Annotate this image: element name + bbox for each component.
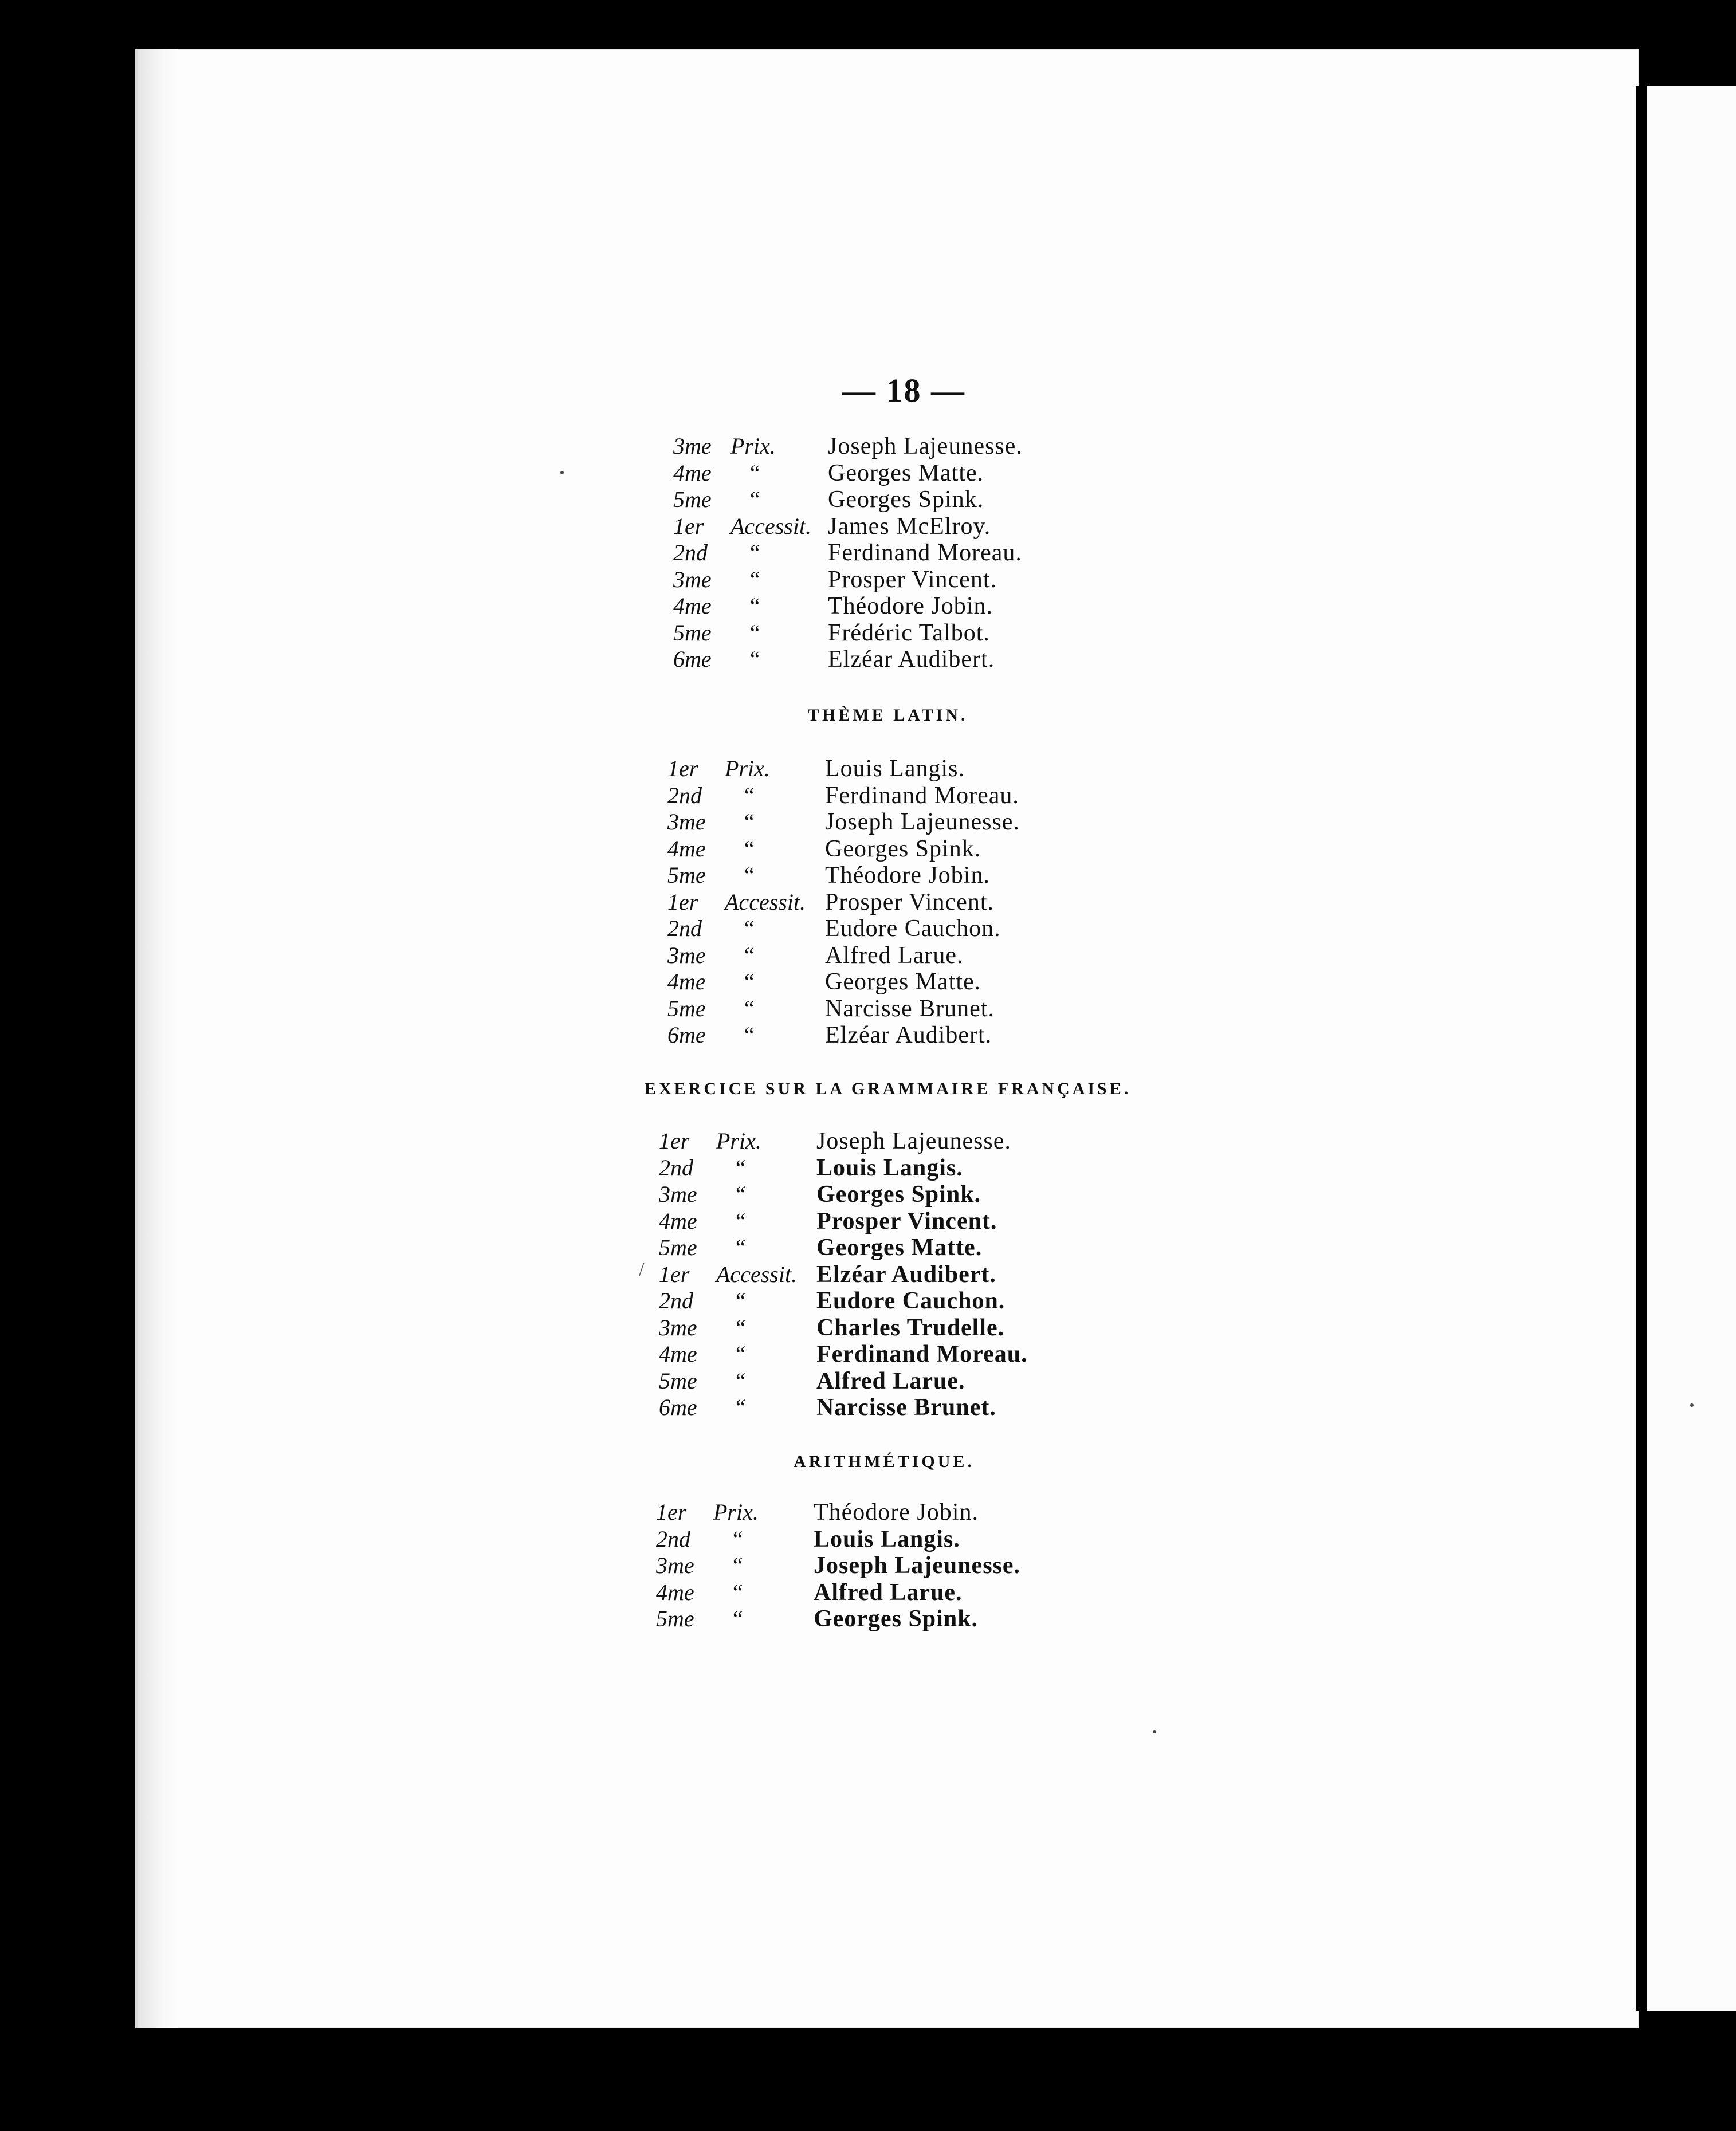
rank-ordinal: 5me [673,486,712,512]
rank-ordinal: 2nd [667,782,702,808]
prize-rank [659,1394,746,1421]
prize-entry [659,1181,1060,1208]
prize-entry [667,968,1069,995]
prize-rank [667,968,755,995]
rank-kind: Prix. [730,433,776,459]
scan-speck [560,471,564,474]
rank-kind: “ [748,593,761,619]
rank-kind: “ [748,540,761,565]
student-name: Alfred Larue. [816,1367,965,1394]
rank-kind: “ [748,566,761,592]
rank-ordinal: 1er [656,1499,687,1525]
prize-rank [659,1340,746,1367]
rank-kind: Accessit. [730,513,812,539]
rank-kind: “ [748,486,761,512]
student-name: Narcisse Brunet. [825,995,995,1022]
student-name: James McElroy. [828,513,991,540]
prize-entry [659,1154,1060,1181]
student-name: Joseph Lajeunesse. [814,1552,1021,1579]
student-name: Joseph Lajeunesse. [828,433,1023,459]
prize-entry [659,1127,1060,1154]
section-heading-grammaire: EXERCICE SUR LA GRAMMAIRE FRANÇAISE. [645,1079,1132,1098]
prize-rank [667,1021,755,1048]
rank-kind: “ [733,1208,747,1234]
rank-kind: “ [730,1552,744,1578]
prize-entry [659,1314,1060,1341]
prize-rank [659,1367,746,1394]
student-name: Frédéric Talbot. [828,619,990,646]
prize-rank [656,1499,759,1525]
rank-kind: Accessit. [725,888,806,915]
prize-rank [659,1234,746,1261]
rank-ordinal: 5me [673,619,712,646]
prize-rank [656,1605,743,1632]
rank-ordinal: 3me [659,1314,697,1340]
prize-list [659,1127,1060,1421]
rank-kind: “ [733,1234,747,1260]
rank-ordinal: 6me [673,646,712,672]
rank-ordinal: 2nd [656,1525,690,1552]
prize-rank [667,808,755,835]
prize-list [673,433,1074,673]
student-name: Narcisse Brunet. [816,1394,996,1421]
rank-ordinal: 2nd [659,1154,693,1181]
rank-ordinal: 4me [656,1579,694,1605]
page-binding-edge [138,49,178,2028]
prize-rank [673,486,760,513]
page-gutter [1636,86,1647,2011]
scan-speck [1153,1730,1156,1733]
prize-rank [659,1127,761,1154]
rank-ordinal: 3me [667,809,706,835]
prize-entry [656,1499,1057,1525]
rank-ordinal: 3me [673,566,712,592]
prize-rank [673,646,760,673]
student-name: Charles Trudelle. [816,1314,1005,1341]
student-name: Eudore Cauchon. [816,1288,1006,1314]
scan-mark: / [639,1259,645,1280]
rank-kind: Prix. [725,756,770,781]
rank-kind: “ [742,862,755,888]
prize-entry [673,539,1074,566]
prize-entry [659,1394,1060,1421]
student-name: Ferdinand Moreau. [828,540,1022,566]
rank-ordinal: 4me [659,1341,697,1367]
rank-ordinal: 2nd [659,1288,693,1314]
rank-ordinal: 1er [667,888,698,915]
section-heading-arithmetique: ARITHMÉTIQUE. [794,1452,975,1471]
student-name: Alfred Larue. [814,1579,963,1606]
prize-entry [656,1552,1057,1579]
prize-entry [667,995,1069,1022]
student-name: Georges Matte. [825,969,981,995]
rank-kind: “ [730,1579,744,1605]
rank-ordinal: 1er [659,1261,690,1287]
rank-ordinal: 5me [656,1606,694,1631]
rank-ordinal: 5me [667,862,706,888]
rank-ordinal: 1er [659,1128,690,1154]
prize-entry [656,1525,1057,1552]
rank-ordinal: 6me [659,1394,697,1420]
rank-ordinal: 4me [659,1208,697,1234]
prize-entry [667,755,1069,782]
student-name: Prosper Vincent. [825,888,994,915]
rank-ordinal: 4me [673,459,712,486]
rank-ordinal: 5me [659,1367,697,1394]
rank-ordinal: 4me [667,969,706,994]
rank-ordinal: 1er [667,756,698,781]
student-name: Elzéar Audibert. [828,646,995,673]
rank-kind: Prix. [713,1499,759,1525]
prize-rank [667,862,755,888]
prize-entry [659,1367,1060,1394]
prize-rank [673,539,760,566]
rank-kind: “ [742,1022,755,1048]
prize-entry [673,619,1074,646]
rank-ordinal: 3me [667,942,706,968]
rank-ordinal: 4me [673,593,712,619]
student-name: Prosper Vincent. [816,1208,997,1234]
prize-rank [667,888,806,915]
prize-entry [659,1261,1060,1288]
rank-kind: “ [742,942,755,968]
student-name: Georges Spink. [814,1606,979,1632]
prize-entry [673,433,1074,459]
rank-ordinal: 5me [659,1234,697,1260]
student-name: Joseph Lajeunesse. [825,809,1020,835]
rank-kind: “ [730,1525,744,1552]
prize-entry [667,942,1069,969]
student-name: Ferdinand Moreau. [816,1341,1028,1367]
student-name: Théodore Jobin. [825,862,990,888]
adjacent-page-edge [1647,86,1736,2011]
prize-entry [656,1605,1057,1632]
student-name: Eudore Cauchon. [825,915,1001,942]
prize-rank [667,915,755,942]
prize-entry [673,513,1074,540]
student-name: Louis Langis. [825,756,965,782]
prize-entry [659,1208,1060,1234]
rank-ordinal: 3me [673,433,712,459]
prize-rank [659,1208,746,1234]
prize-entry [667,888,1069,915]
student-name: Prosper Vincent. [828,566,997,593]
student-name: Georges Spink. [828,486,984,513]
rank-kind: “ [748,619,761,646]
prize-section-arithmetique [656,1499,1057,1632]
student-name: Joseph Lajeunesse. [816,1128,1011,1154]
prize-list [667,755,1069,1048]
prize-rank [667,942,755,969]
rank-kind: “ [742,915,755,941]
prize-entry [667,915,1069,942]
prize-rank [673,619,760,646]
student-name: Georges Matte. [816,1234,983,1261]
rank-ordinal: 6me [667,1022,706,1048]
prize-entry [667,835,1069,862]
student-name: Georges Matte. [828,459,984,486]
rank-ordinal: 3me [659,1181,697,1207]
rank-kind: Accessit. [716,1261,798,1287]
student-name: Elzéar Audibert. [816,1261,996,1288]
prize-rank [659,1314,746,1341]
prize-entry [667,862,1069,888]
prize-rank [673,566,760,593]
rank-kind: “ [730,1606,744,1631]
rank-ordinal: 3me [656,1552,694,1578]
prize-section-grammaire [659,1127,1060,1421]
student-name: Théodore Jobin. [828,593,993,619]
prize-entry [673,486,1074,513]
prize-rank [659,1154,746,1181]
student-name: Alfred Larue. [825,942,964,969]
rank-kind: “ [733,1314,747,1340]
prize-rank [673,513,811,540]
prize-rank [667,835,755,862]
prize-rank [659,1181,746,1208]
rank-kind: “ [733,1394,747,1420]
prize-rank [667,755,770,782]
prize-entry [673,566,1074,593]
rank-ordinal: 2nd [673,540,708,565]
prize-rank [659,1287,746,1314]
student-name: Louis Langis. [814,1525,960,1552]
prize-section-continued [673,433,1074,673]
prize-rank [667,995,755,1022]
rank-kind: “ [742,835,755,862]
prize-entry [659,1340,1060,1367]
rank-kind: “ [742,969,755,994]
prize-entry [659,1234,1060,1261]
student-name: Théodore Jobin. [814,1499,979,1525]
prize-rank [673,592,760,619]
rank-kind: “ [742,782,755,808]
rank-ordinal: 5me [667,995,706,1021]
rank-kind: Prix. [716,1128,761,1154]
student-name: Ferdinand Moreau. [825,782,1019,809]
section-heading-theme-latin: THÈME LATIN. [808,706,968,725]
page-number: — 18 — [842,372,965,409]
prize-rank [656,1525,743,1552]
rank-ordinal: 1er [673,513,704,539]
prize-section-theme-latin [667,755,1069,1048]
prize-entry [667,782,1069,809]
prize-entry [656,1579,1057,1606]
prize-rank [656,1552,743,1579]
prize-rank [673,433,776,459]
rank-ordinal: 4me [667,835,706,862]
student-name: Georges Spink. [825,835,981,862]
rank-ordinal: 2nd [667,915,702,941]
rank-kind: “ [742,809,755,835]
rank-kind: “ [733,1181,747,1207]
prize-entry [673,459,1074,486]
rank-kind: “ [748,459,761,486]
rank-kind: “ [733,1341,747,1367]
rank-kind: “ [733,1367,747,1394]
scan-speck [1690,1403,1694,1407]
prize-entry [673,592,1074,619]
student-name: Georges Spink. [816,1181,981,1208]
student-name: Elzéar Audibert. [825,1022,992,1048]
prize-rank [673,459,760,486]
prize-entry [659,1287,1060,1314]
prize-rank [656,1579,743,1606]
rank-kind: “ [733,1288,747,1314]
prize-entry [667,808,1069,835]
rank-kind: “ [733,1154,747,1181]
prize-rank [667,782,755,809]
rank-kind: “ [748,646,761,672]
prize-entry [673,646,1074,673]
prize-entry [667,1021,1069,1048]
prize-rank [659,1261,797,1288]
rank-kind: “ [742,995,755,1021]
student-name: Louis Langis. [816,1154,963,1181]
prize-list [656,1499,1057,1632]
